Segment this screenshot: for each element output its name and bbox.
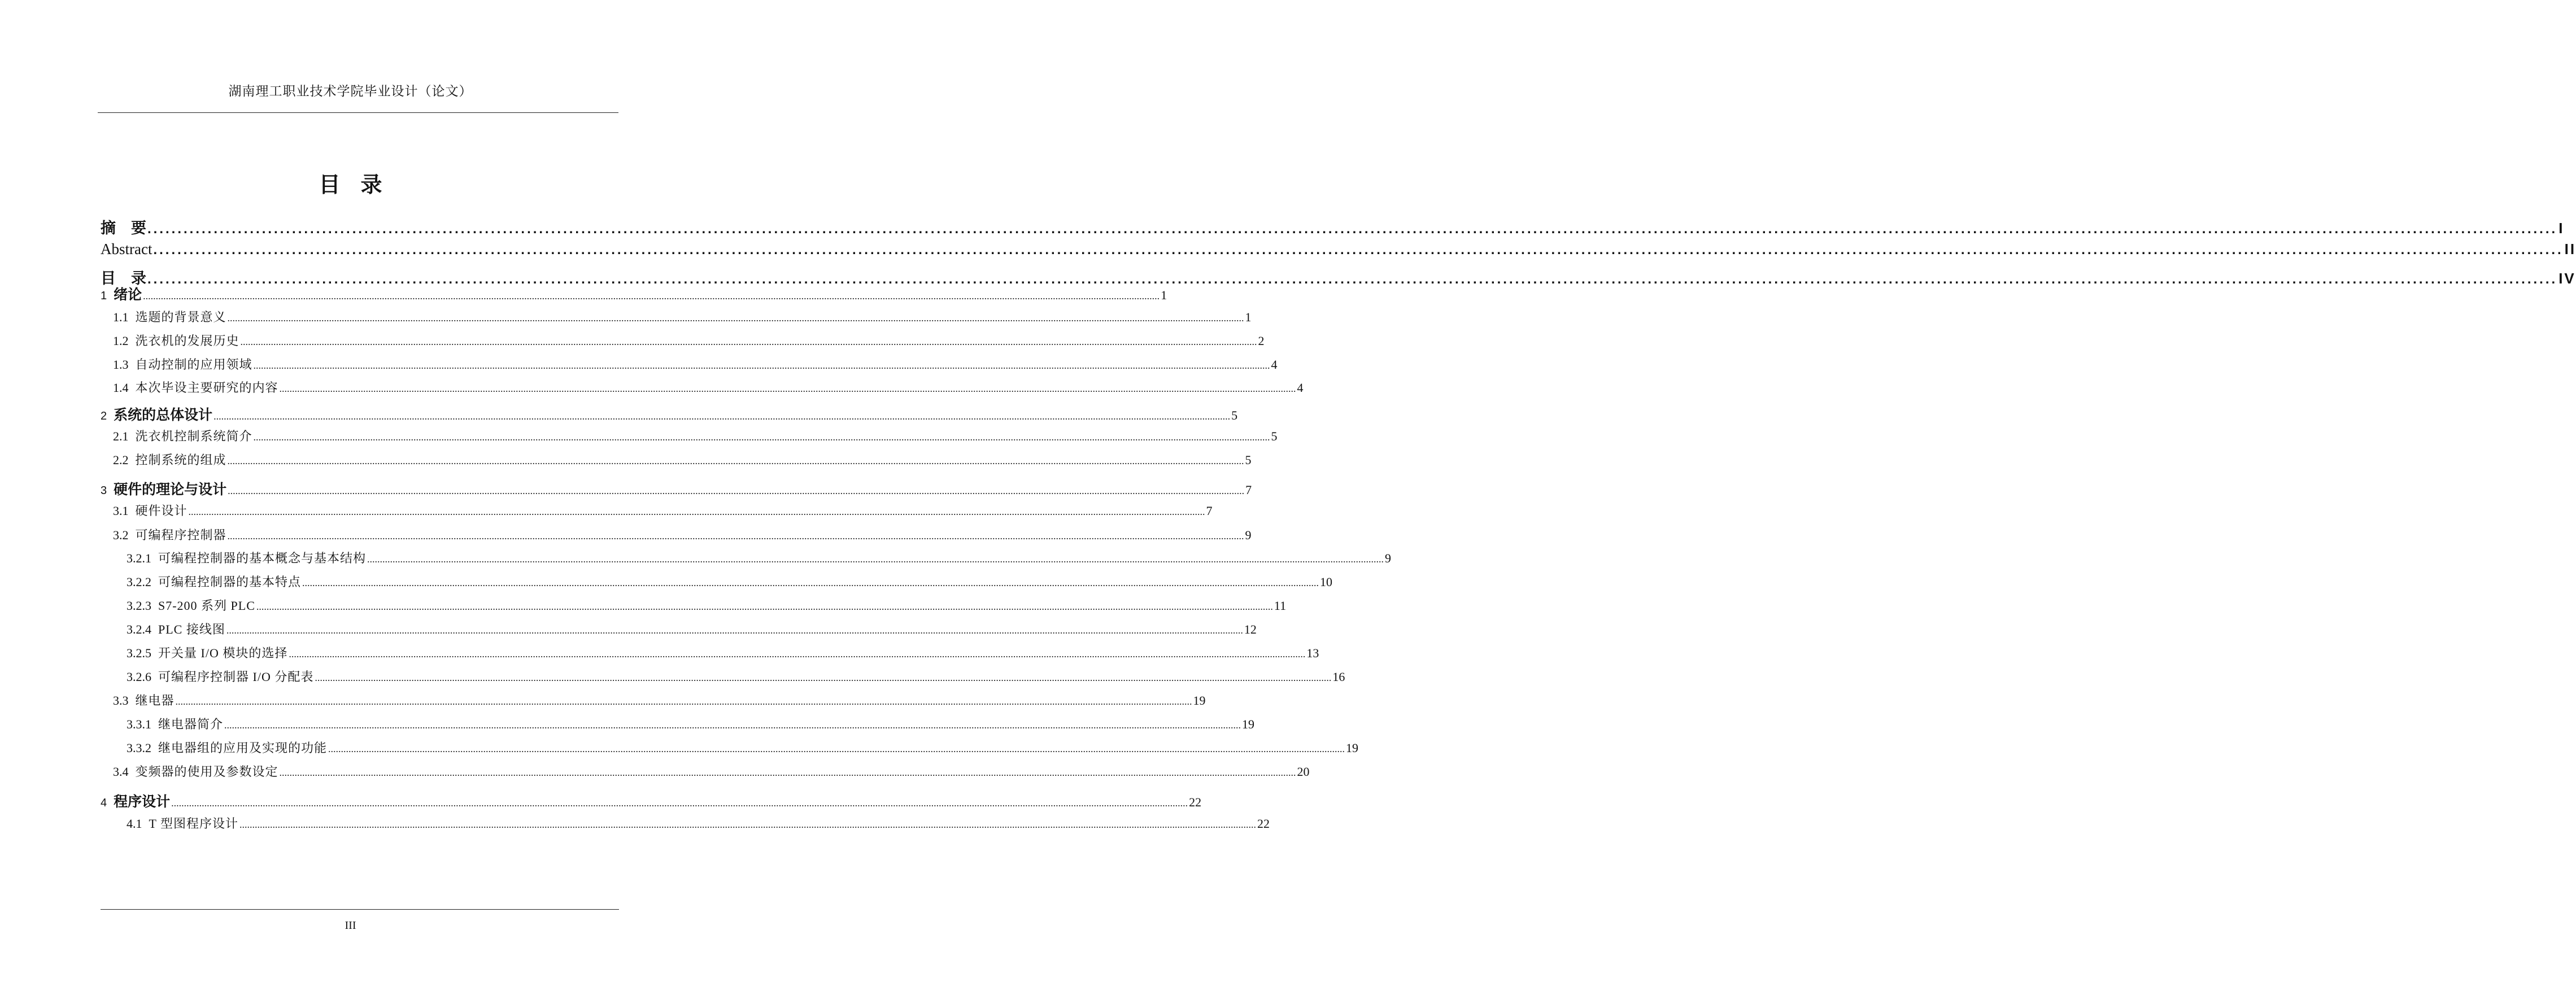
toc-section-entry[interactable] (101, 427, 1278, 444)
toc-front-entry[interactable] (101, 216, 2565, 238)
toc-section-entry[interactable] (101, 644, 1319, 661)
toc-section-entry[interactable] (101, 378, 1304, 396)
dot-leader: ................................................................................................................................................................................................................................................................................................................................................................................................................ (289, 648, 1306, 660)
section-title: 系统的总体设计 (114, 407, 213, 423)
dot-leader: ................................................................................................................................................................................................................................................................................................................................................................................................................ (279, 383, 1296, 394)
section-number: 3.2.6 (127, 670, 151, 684)
toc-entry-page: 4 (1297, 381, 1304, 395)
section-title: 继电器组的应用及实现的功能 (158, 741, 328, 755)
dot-leader: ................................................................................................................................................................................................................................................................................................................................................................................................................ (240, 336, 1257, 347)
section-title: S7-200 系列 PLC (158, 599, 255, 613)
toc-entry-page: 9 (1245, 528, 1252, 542)
section-title: 继电器 (135, 693, 175, 708)
dot-leader: ................................................................................................................................................................................................................................................................................................................................................................................................................ (171, 797, 1188, 809)
toc-section-entry[interactable] (101, 331, 1265, 349)
toc-section-entry[interactable] (101, 308, 1252, 325)
dot-leader: ................................................................................................................................................................................................................................................................................................................................................................................................................ (228, 485, 1245, 496)
dot-leader: ................................................................................................................................................................................................................................................................................................................................................................................................................ (328, 743, 1345, 754)
section-number: 3.1 (113, 504, 129, 518)
toc-section-entry[interactable] (101, 526, 1252, 543)
toc-entry-page: 11 (1274, 599, 1287, 613)
running-header: 湖南理工职业技术学院毕业设计（论文） (228, 84, 473, 98)
section-title: PLC 接线图 (158, 622, 225, 636)
dot-leader: ................................................................................................................................................................................................................................................................................................................................................................................................................ (253, 360, 1270, 371)
section-number: 3.2.1 (127, 551, 151, 565)
section-title: 洗衣机控制系统简介 (135, 429, 252, 443)
toc-entry-page: 16 (1332, 670, 1345, 684)
toc-section-entry[interactable] (101, 620, 1257, 638)
dot-leader: ................................................................................................................................................................................................................................................................................................................................................................................................................ (147, 272, 2558, 287)
header-rule (98, 112, 618, 113)
section-number: 4.1 (127, 817, 142, 831)
toc-chapter-entry[interactable] (101, 404, 1238, 424)
section-number: 1.3 (113, 357, 129, 372)
toc-entry-page: I (2558, 220, 2565, 237)
toc-front-entry[interactable] (101, 241, 2576, 258)
toc-entry-page: 2 (1258, 334, 1265, 348)
toc-entry-page: 19 (1346, 741, 1359, 755)
page-number: III (345, 919, 356, 932)
toc-entry-page: 13 (1306, 646, 1319, 660)
toc-entry-page: II (2564, 241, 2576, 257)
toc-section-entry[interactable] (101, 762, 1310, 780)
toc-section-entry[interactable] (101, 355, 1278, 373)
toc-section-entry[interactable] (101, 691, 1206, 709)
toc-entry-page: 7 (1245, 483, 1252, 497)
section-title: 本次毕设主要研究的内容 (135, 381, 278, 395)
toc-section-entry[interactable] (101, 596, 1287, 614)
section-title: 选题的背景意义 (135, 310, 226, 324)
section-number: 1.1 (113, 310, 129, 324)
toc-entry-page: 22 (1257, 817, 1270, 831)
dot-leader: ................................................................................................................................................................................................................................................................................................................................................................................................................ (256, 601, 1273, 612)
section-title: 硬件的理论与设计 (114, 481, 227, 497)
toc-entry-page: 22 (1189, 795, 1202, 809)
dot-leader: ................................................................................................................................................................................................................................................................................................................................................................................................................ (227, 455, 1244, 466)
section-number: 3 (101, 484, 107, 497)
dot-leader: ................................................................................................................................................................................................................................................................................................................................................................................................................ (226, 625, 1243, 636)
section-number: 3.3.2 (127, 741, 151, 755)
toc-entry-page: IV (2558, 270, 2576, 287)
toc-section-entry[interactable] (101, 667, 1345, 685)
dot-leader: ................................................................................................................................................................................................................................................................................................................................................................................................................ (175, 696, 1192, 707)
section-number: 2 (101, 410, 107, 422)
section-title: 可编程序控制器 (135, 528, 226, 542)
section-number: 3.2 (113, 528, 129, 542)
section-number: 3.2.5 (127, 646, 151, 660)
toc-entry-label: 目 录 (101, 270, 146, 287)
section-number: 3.4 (113, 765, 129, 779)
section-number: 2.2 (113, 453, 129, 467)
toc-chapter-entry[interactable] (101, 283, 1167, 304)
dot-leader: ................................................................................................................................................................................................................................................................................................................................................................................................................ (227, 312, 1244, 324)
toc-entry-page: 19 (1193, 693, 1206, 708)
section-number: 1.2 (113, 334, 129, 348)
dot-leader: ................................................................................................................................................................................................................................................................................................................................................................................................................ (279, 767, 1296, 778)
toc-section-entry[interactable] (101, 501, 1213, 519)
dot-leader: ................................................................................................................................................................................................................................................................................................................................................................................................................ (253, 431, 1270, 443)
toc-entry-page: 1 (1161, 288, 1167, 302)
dot-leader: ................................................................................................................................................................................................................................................................................................................................................................................................................ (224, 719, 1241, 731)
section-number: 1 (101, 290, 107, 302)
dot-leader: ................................................................................................................................................................................................................................................................................................................................................................................................................ (227, 530, 1244, 542)
toc-section-entry[interactable] (101, 814, 1270, 832)
toc-entry-page: 5 (1231, 408, 1238, 422)
toc-entry-page: 4 (1271, 357, 1278, 372)
toc-chapter-entry[interactable] (101, 791, 1202, 811)
section-title: 继电器简介 (158, 717, 224, 731)
toc-entry-page: 5 (1245, 453, 1252, 467)
toc-entry-page: 9 (1385, 551, 1392, 565)
toc-section-entry[interactable] (101, 451, 1252, 468)
dot-leader: ................................................................................................................................................................................................................................................................................................................................................................................................................ (213, 411, 1231, 422)
section-title: 硬件设计 (135, 504, 188, 518)
section-title: 开关量 I/O 模块的选择 (158, 646, 288, 660)
toc-entry-label: 摘 要 (101, 220, 146, 237)
section-number: 2.1 (113, 429, 129, 443)
section-number: 3.2.3 (127, 599, 151, 613)
section-title: 可编程序控制器 I/O 分配表 (158, 670, 314, 684)
footer-rule (101, 909, 619, 910)
dot-leader: ................................................................................................................................................................................................................................................................................................................................................................................................................ (302, 577, 1319, 588)
toc-title: 目录 (319, 173, 403, 197)
toc-entry-page: 10 (1320, 575, 1333, 589)
toc-entry-page: 19 (1242, 717, 1255, 731)
dot-leader: ................................................................................................................................................................................................................................................................................................................................................................................................................ (239, 819, 1257, 830)
toc-entry-page: 12 (1244, 622, 1257, 636)
section-title: 变频器的使用及参数设定 (135, 765, 278, 779)
toc-entry-page: 5 (1271, 429, 1278, 443)
toc-chapter-entry[interactable] (101, 478, 1252, 499)
section-title: T 型图程序设计 (149, 817, 239, 831)
toc-section-entry[interactable] (101, 715, 1255, 732)
section-number: 3.3.1 (127, 717, 151, 731)
section-title: 可编程控制器的基本特点 (158, 575, 302, 589)
toc-entry-label: Abstract (101, 241, 152, 257)
section-number: 3.3 (113, 693, 129, 708)
toc-entry-page: 20 (1297, 765, 1310, 779)
toc-entry-page: 1 (1245, 310, 1252, 324)
dot-leader: ................................................................................................................................................................................................................................................................................................................................................................................................................ (188, 506, 1205, 517)
section-title: 程序设计 (114, 793, 171, 810)
section-number: 4 (101, 797, 107, 809)
section-number: 3.2.4 (127, 622, 151, 636)
toc-section-entry[interactable] (101, 549, 1392, 566)
section-title: 洗衣机的发展历史 (135, 334, 239, 348)
dot-leader: ................................................................................................................................................................................................................................................................................................................................................................................................................ (153, 242, 2564, 257)
section-title: 可编程控制器的基本概念与基本结构 (158, 551, 367, 565)
toc-entry-page: 7 (1206, 504, 1213, 518)
dot-leader: ................................................................................................................................................................................................................................................................................................................................................................................................................ (147, 221, 2558, 237)
toc-section-entry[interactable] (101, 573, 1333, 590)
section-title: 控制系统的组成 (135, 453, 226, 467)
section-number: 3.2.2 (127, 575, 151, 589)
dot-leader: ................................................................................................................................................................................................................................................................................................................................................................................................................ (315, 672, 1332, 683)
dot-leader: ................................................................................................................................................................................................................................................................................................................................................................................................................ (367, 553, 1384, 565)
section-title: 自动控制的应用领域 (135, 357, 252, 372)
dot-leader: ................................................................................................................................................................................................................................................................................................................................................................................................................ (143, 290, 1160, 302)
toc-section-entry[interactable] (101, 739, 1359, 756)
section-title: 绪论 (114, 286, 142, 303)
section-number: 1.4 (113, 381, 129, 395)
